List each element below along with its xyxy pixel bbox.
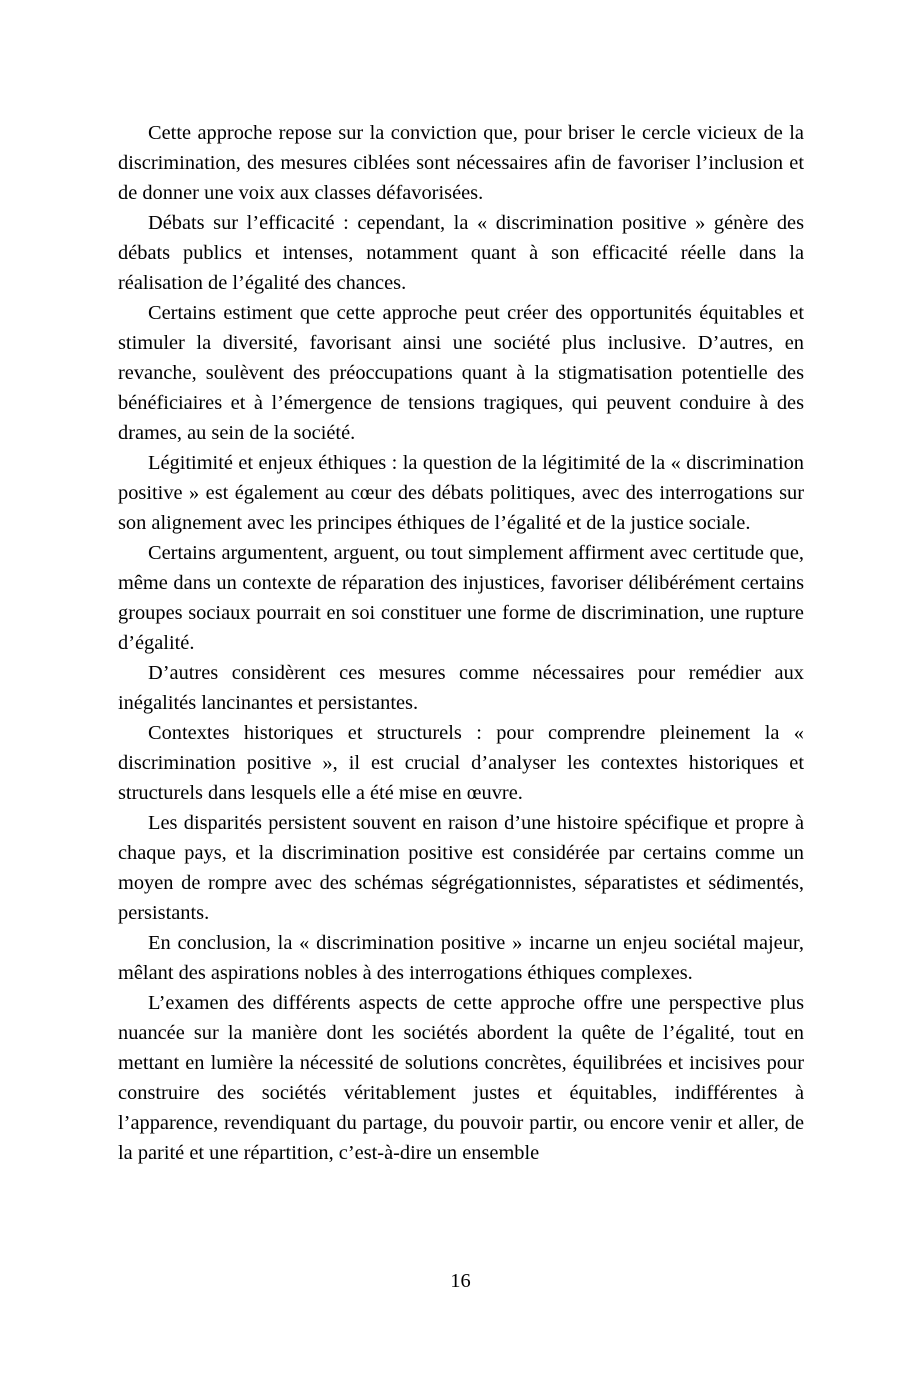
- page-number: 16: [450, 1270, 471, 1292]
- paragraph-7: Contextes historiques et structurels : pour comprendre pleinement la « discrimination positive », il est crucial d’analyser les contextes historiques et structurels dans lesquels elle a été mise en œuvre.: [118, 722, 804, 804]
- paragraph-3: Certains estiment que cette approche peut créer des opportunités équitables et stimuler la diversité, favorisant ainsi une société plus inclusive. D’autres, en revanche, soulèvent des préoccupations quant à la stigmatisation potentielle des bénéficiaires et à l’émergence de tensions tragiques, qui peuvent conduire à des drames, au sein de la société.: [118, 302, 804, 444]
- page-body: [118, 118, 804, 1168]
- paragraph-9: En conclusion, la « discrimination positive » incarne un enjeu sociétal majeur, mêlant des aspirations nobles à des interrogations éthiques complexes.: [118, 932, 804, 984]
- paragraph-8: Les disparités persistent souvent en raison d’une histoire spécifique et propre à chaque pays, et la discrimination positive est considérée par certains comme un moyen de rompre avec des schémas ségrégationnistes, séparatistes et sédimentés, persistants.: [118, 812, 804, 924]
- paragraph-6: D’autres considèrent ces mesures comme nécessaires pour remédier aux inégalités lancinantes et persistantes.: [118, 662, 804, 714]
- paragraph-1: Cette approche repose sur la conviction que, pour briser le cercle vicieux de la discrimination, des mesures ciblées sont nécessaires afin de favoriser l’inclusion et de donner une voix aux classes défavorisées.: [118, 122, 804, 204]
- paragraph-2: Débats sur l’efficacité : cependant, la « discrimination positive » génère des débats publics et intenses, notamment quant à son efficacité réelle dans la réalisation de l’égalité des chances.: [118, 212, 804, 294]
- paragraph-10: L’examen des différents aspects de cette approche offre une perspective plus nuancée sur la manière dont les sociétés abordent la quête de l’égalité, tout en mettant en lumière la nécessité de solutions concrètes, équilibrées et incisives pour construire des sociétés véritablement justes et équitables, indifférentes à l’apparence, revendiquant du partage, du pouvoir partir, ou encore venir et aller, de la parité et une répartition, c’est-à-dire un ensemble: [118, 992, 804, 1164]
- paragraph-4: Légitimité et enjeux éthiques : la question de la légitimité de la « discrimination positive » est également au cœur des débats politiques, avec des interrogations sur son alignement avec les principes éthiques de l’égalité et de la justice sociale.: [118, 452, 804, 534]
- paragraph-5: Certains argumentent, arguent, ou tout simplement affirment avec certitude que, même dans un contexte de réparation des injustices, favoriser délibérément certains groupes sociaux pourrait en soi constituer une forme de discrimination, une rupture d’égalité.: [118, 542, 804, 654]
